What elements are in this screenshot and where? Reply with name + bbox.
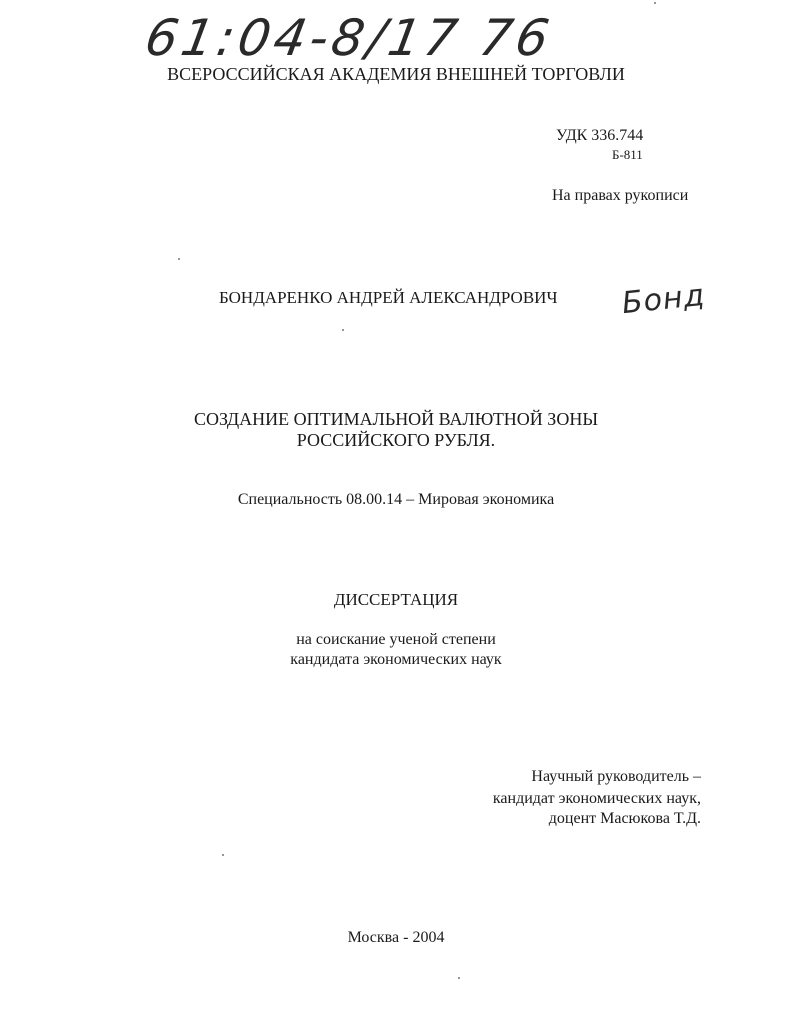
degree-line-2: кандидата экономических наук (290, 651, 502, 668)
supervisor-line-2: кандидат экономических наук, (492, 790, 701, 807)
scan-speck (654, 2, 656, 4)
archive-number: 61:04-8/17 76 (140, 9, 558, 67)
scan-speck (222, 854, 224, 856)
author-signature: Бонд (620, 277, 707, 322)
udk-code: Б-811 (612, 147, 643, 162)
rights-note: На правах рукописи (552, 187, 689, 204)
scan-speck (342, 329, 344, 331)
degree-line-1: на соискание ученой степени (296, 631, 496, 648)
thesis-title-line-1: СОЗДАНИЕ ОПТИМАЛЬНОЙ ВАЛЮТНОЙ ЗОНЫ (193, 409, 599, 429)
institution-name: ВСЕРОССИЙСКАЯ АКАДЕМИЯ ВНЕШНЕЙ ТОРГОВЛИ (167, 64, 625, 84)
city-year: Москва - 2004 (347, 929, 445, 946)
scan-speck (178, 258, 180, 260)
specialty: Специальность 08.00.14 – Мировая экономика (237, 491, 555, 508)
udk-number: УДК 336.744 (556, 127, 644, 144)
author-name: БОНДАРЕНКО АНДРЕЙ АЛЕКСАНДРОВИЧ (219, 288, 558, 307)
scan-speck (458, 977, 460, 979)
supervisor-line-1: Научный руководитель – (531, 768, 701, 785)
document-type: ДИССЕРТАЦИЯ (333, 590, 459, 609)
supervisor-line-3: доцент Масюкова Т.Д. (548, 810, 701, 827)
thesis-title-line-2: РОССИЙСКОГО РУБЛЯ. (296, 430, 496, 450)
